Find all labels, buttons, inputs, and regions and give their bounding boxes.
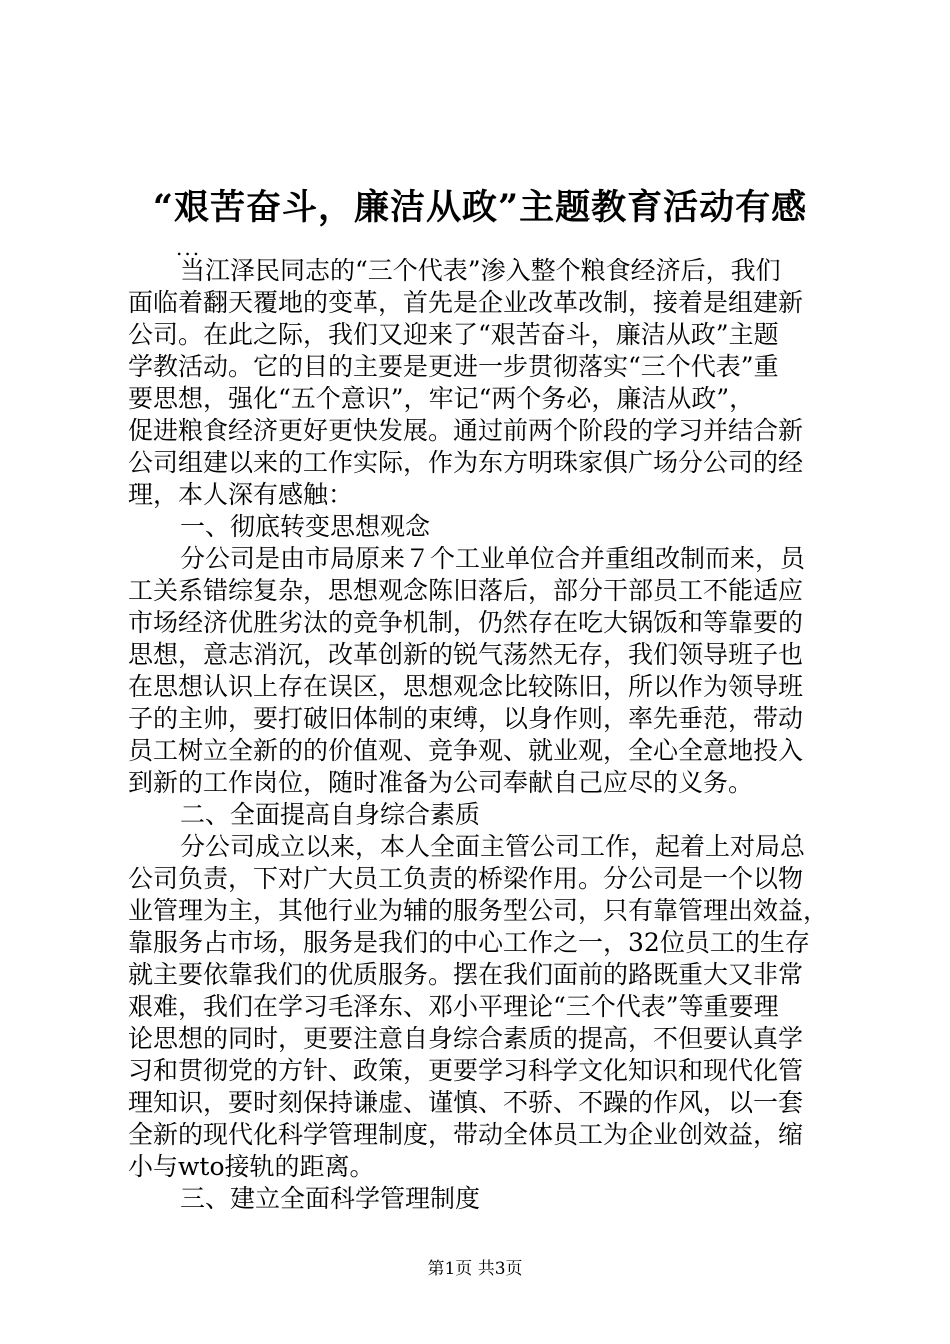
text-line: 全新的现代化科学管理制度，带动全体员工为企业创效益，缩: [128, 1120, 804, 1149]
text-line: 理知识，要时刻保持谦虚、谨慎、不骄、不躁的作风，以一套: [128, 1088, 804, 1117]
text-line: 市场经济优胜劣汰的竞争机制，仍然存在吃大锅饭和等靠要的: [128, 608, 804, 637]
text-line: 就主要依靠我们的优质服务。摆在我们面前的路既重大又非常: [128, 960, 804, 989]
text-line: 面临着翻天覆地的变革，首先是企业改革改制，接着是组建新: [128, 288, 804, 317]
page-footer: 第1页 共3页: [427, 1259, 523, 1279]
text-line: 要思想，强化“五个意识”，牢记“两个务必，廉洁从政”，: [128, 384, 755, 413]
text-line: 分公司成立以来，本人全面主管公司工作，起着上对局总: [180, 832, 806, 861]
document-title: “艰苦奋斗，廉洁从政”主题教育活动有感: [152, 187, 808, 228]
section-heading: 三、建立全面科学管理制度: [180, 1184, 481, 1213]
text-line: 靠服务占市场，服务是我们的中心工作之一，32位员工的生存: [128, 928, 810, 957]
text-line: 公司组建以来的工作实际，作为东方明珠家俱广场分公司的经: [128, 448, 804, 477]
text-line: 到新的工作岗位，随时准备为公司奉献自己应尽的义务。: [128, 768, 754, 797]
text-line: 公司。在此之际，我们又迎来了“艰苦奋斗，廉洁从政”主题: [128, 320, 779, 349]
text-line: 论思想的同时，更要注意自身综合素质的提高，不但要认真学: [128, 1024, 804, 1053]
text-line: 当江泽民同志的“三个代表”渗入整个粮食经济后，我们: [180, 256, 781, 285]
text-line: 理，本人深有感触：: [128, 480, 354, 509]
document-body: [128, 255, 828, 1215]
text-line: 员工树立全新的的价值观、竞争观、就业观，全心全意地投入: [128, 736, 804, 765]
text-line: 公司负责，下对广大员工负责的桥梁作用。分公司是一个以物: [128, 864, 804, 893]
text-line: 习和贯彻党的方针、政策，更要学习科学文化知识和现代化管: [128, 1056, 804, 1085]
text-line: 业管理为主，其他行业为辅的服务型公司，只有靠管理出效益，: [128, 896, 829, 925]
text-line: 工关系错综复杂，思想观念陈旧落后，部分干部员工不能适应: [128, 576, 804, 605]
text-line: 子的主帅，要打破旧体制的束缚，以身作则，率先垂范，带动: [128, 704, 804, 733]
text-line: 小与wto接轨的距离。: [128, 1152, 375, 1181]
title-continuation: ...: [176, 236, 202, 260]
text-line: 促进粮食经济更好更快发展。通过前两个阶段的学习并结合新: [128, 416, 804, 445]
text-line: 思想，意志消沉，改革创新的锐气荡然无存，我们领导班子也: [128, 640, 804, 669]
text-line: 分公司是由市局原来７个工业单位合并重组改制而来，员: [180, 544, 806, 573]
text-line: 学教活动。它的目的主要是更进一步贯彻落实“三个代表”重: [128, 352, 779, 381]
section-heading: 二、全面提高自身综合素质: [180, 800, 481, 829]
text-line: 在思想认识上存在误区，思想观念比较陈旧，所以作为领导班: [128, 672, 804, 701]
section-heading: 一、彻底转变思想观念: [180, 512, 431, 541]
text-line: 艰难，我们在学习毛泽东、邓小平理论“三个代表”等重要理: [128, 992, 779, 1021]
